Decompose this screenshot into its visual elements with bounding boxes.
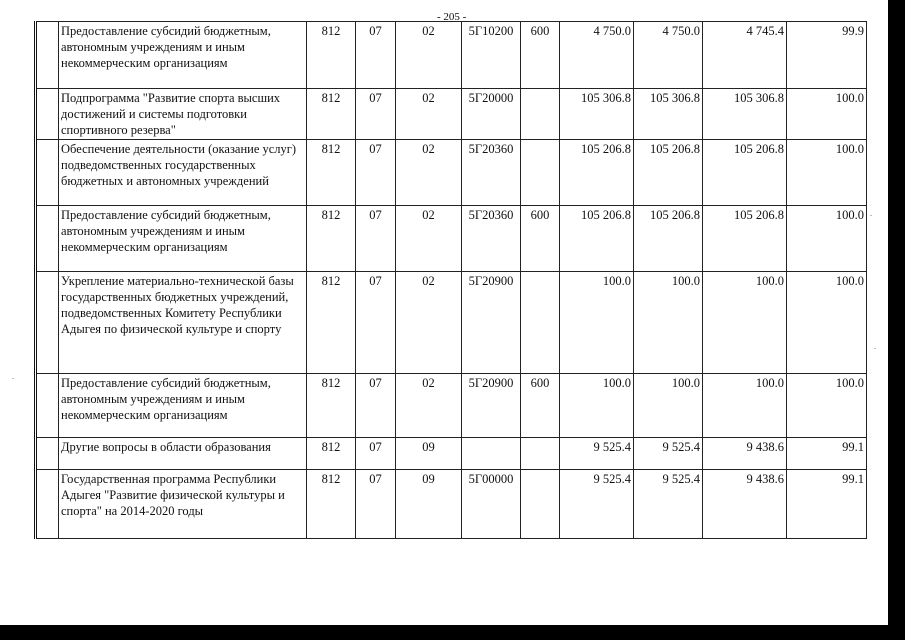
cell-target-code: 5Г20900 [462,374,521,438]
cell-expense-type [521,89,560,140]
cell-amount-2: 4 750.0 [634,22,703,89]
cell-amount-1: 9 525.4 [560,470,634,539]
cell-subsection: 09 [396,470,462,539]
cell-section: 07 [356,470,396,539]
table-row [36,374,867,438]
scan-edge-bottom [0,625,905,640]
cell-amount-1: 105 206.8 [560,140,634,206]
cell-amount-2: 9 525.4 [634,470,703,539]
page-number: - 205 - [437,11,467,23]
table-row [36,22,867,89]
cell-percent: 99.9 [787,22,867,89]
scan-edge-right [888,0,905,640]
cell-expense-type [521,470,560,539]
cell-amount-3: 100.0 [703,374,787,438]
cell-subsection: 02 [396,272,462,374]
cell-amount-1: 100.0 [560,272,634,374]
cell-amount-1: 4 750.0 [560,22,634,89]
cell-amount-2: 105 306.8 [634,89,703,140]
cell-amount-2: 105 206.8 [634,206,703,272]
cell-expense-type: 600 [521,206,560,272]
cell-expense-type [521,140,560,206]
scan-speck [870,215,872,216]
cell-name: Предоставление субсидий бюджетным, автономным учреждениям и иным некоммерческим организациям [59,374,307,438]
cell-subsection: 02 [396,140,462,206]
cell-percent: 99.1 [787,438,867,470]
cell-amount-1: 105 206.8 [560,206,634,272]
cell-target-code: 5Г20000 [462,89,521,140]
cell-ministry: 812 [307,22,356,89]
scan-speck [12,378,14,379]
cell-target-code: 5Г20360 [462,140,521,206]
cell-percent: 100.0 [787,206,867,272]
cell-index [36,374,59,438]
cell-section: 07 [356,438,396,470]
cell-name: Предоставление субсидий бюджетным, автономным учреждениям и иным некоммерческим организациям [59,206,307,272]
cell-index [36,206,59,272]
cell-ministry: 812 [307,206,356,272]
cell-percent: 100.0 [787,272,867,374]
cell-name: Предоставление субсидий бюджетным, автономным учреждениям и иным некоммерческим организациям [59,22,307,89]
table-body [36,22,867,539]
cell-amount-3: 100.0 [703,272,787,374]
cell-name: Государственная программа Республики Адыгея "Развитие физической культуры и спорта" на 2014-2020 годы [59,470,307,539]
cell-amount-1: 105 306.8 [560,89,634,140]
cell-percent: 100.0 [787,89,867,140]
cell-ministry: 812 [307,272,356,374]
cell-subsection: 09 [396,438,462,470]
cell-index [36,272,59,374]
table-row [36,206,867,272]
scan-speck [874,348,876,349]
cell-index [36,140,59,206]
table-row [36,470,867,539]
cell-amount-2: 100.0 [634,272,703,374]
cell-section: 07 [356,272,396,374]
table-row [36,140,867,206]
cell-subsection: 02 [396,374,462,438]
cell-section: 07 [356,140,396,206]
cell-section: 07 [356,206,396,272]
cell-amount-2: 100.0 [634,374,703,438]
cell-expense-type [521,438,560,470]
cell-subsection: 02 [396,22,462,89]
cell-percent: 100.0 [787,140,867,206]
cell-expense-type: 600 [521,374,560,438]
cell-target-code: 5Г00000 [462,470,521,539]
cell-amount-3: 105 206.8 [703,206,787,272]
cell-section: 07 [356,374,396,438]
budget-table [34,21,868,539]
cell-amount-2: 9 525.4 [634,438,703,470]
cell-index [36,438,59,470]
table-row [36,272,867,374]
cell-expense-type [521,272,560,374]
cell-name: Укрепление материально-технической базы государственных бюджетных учреждений, подведомственных Комитету Республики Адыгея по физической культуре и спорту [59,272,307,374]
cell-target-code: 5Г10200 [462,22,521,89]
cell-ministry: 812 [307,89,356,140]
cell-percent: 99.1 [787,470,867,539]
cell-amount-1: 100.0 [560,374,634,438]
cell-amount-3: 4 745.4 [703,22,787,89]
cell-name: Подпрограмма "Развитие спорта высших достижений и системы подготовки спортивного резерва" [59,89,307,140]
cell-ministry: 812 [307,374,356,438]
cell-name: Другие вопросы в области образования [59,438,307,470]
table-row [36,438,867,470]
cell-target-code: 5Г20900 [462,272,521,374]
cell-amount-3: 105 206.8 [703,140,787,206]
cell-name: Обеспечение деятельности (оказание услуг) подведомственных государственных бюджетных и автономных учреждений [59,140,307,206]
cell-amount-3: 105 306.8 [703,89,787,140]
cell-subsection: 02 [396,89,462,140]
cell-ministry: 812 [307,438,356,470]
cell-amount-3: 9 438.6 [703,438,787,470]
cell-percent: 100.0 [787,374,867,438]
cell-ministry: 812 [307,470,356,539]
cell-target-code: 5Г20360 [462,206,521,272]
cell-ministry: 812 [307,140,356,206]
cell-index [36,470,59,539]
cell-index [36,89,59,140]
cell-section: 07 [356,22,396,89]
cell-target-code [462,438,521,470]
table-row [36,89,867,140]
cell-subsection: 02 [396,206,462,272]
cell-index [36,22,59,89]
cell-expense-type: 600 [521,22,560,89]
cell-amount-3: 9 438.6 [703,470,787,539]
cell-section: 07 [356,89,396,140]
cell-amount-2: 105 206.8 [634,140,703,206]
cell-amount-1: 9 525.4 [560,438,634,470]
